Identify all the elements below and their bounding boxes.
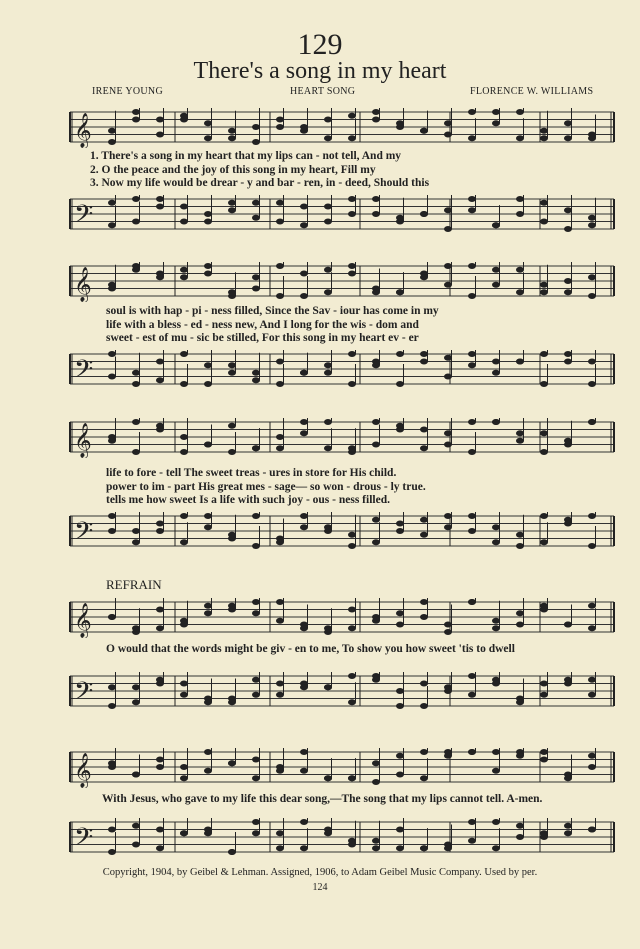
system-1-bass-staff bbox=[0, 195, 640, 235]
composer: FLORENCE W. WILLIAMS bbox=[470, 86, 594, 97]
author: IRENE YOUNG bbox=[92, 86, 163, 97]
system-5-bass-staff bbox=[0, 818, 640, 858]
system-2-verse-2: life with a bless - ed - ness new, And I long for the wis - dom and bbox=[106, 318, 419, 331]
system-3-verse-1: life to fore - tell The sweet treas - ures in store for His child. bbox=[106, 467, 397, 479]
svg-text:𝄢: 𝄢 bbox=[74, 823, 94, 858]
system-1-treble-staff bbox=[0, 108, 640, 148]
svg-text:𝄞: 𝄞 bbox=[74, 603, 92, 638]
system-2-verse-1: soul is with hap - pi - ness filled, Since the Sav - iour has come in my bbox=[106, 305, 439, 317]
refrain-label: REFRAIN bbox=[106, 577, 162, 592]
svg-text:𝄞: 𝄞 bbox=[74, 113, 92, 148]
page-number: 124 bbox=[312, 882, 328, 893]
copyright-notice: Copyright, 1904, by Geibel & Lehman. Assigned, 1906, to Adam Geibel Music Company. Used by per. bbox=[102, 867, 538, 878]
svg-text:𝄢: 𝄢 bbox=[74, 200, 94, 235]
svg-text:𝄢: 𝄢 bbox=[74, 517, 94, 552]
system-3-treble-staff bbox=[0, 418, 640, 458]
tune-name: HEART SONG bbox=[290, 86, 356, 97]
system-2-verse-3: sweet - est of mu - sic be stilled, For this song in my heart ev - er bbox=[106, 332, 419, 344]
svg-text:𝄞: 𝄞 bbox=[74, 753, 92, 788]
system-3-verse-3: tells me how sweet Is a life with such joy - ous - ness filled. bbox=[106, 494, 390, 506]
svg-text:𝄢: 𝄢 bbox=[74, 677, 94, 712]
svg-text:𝄞: 𝄞 bbox=[74, 423, 92, 458]
system-4-treble-staff bbox=[0, 598, 640, 638]
system-2-treble-staff bbox=[0, 262, 640, 302]
system-3-bass-staff bbox=[0, 512, 640, 552]
svg-text:𝄢: 𝄢 bbox=[74, 355, 94, 390]
system-2-bass-staff bbox=[0, 350, 640, 390]
svg-text:𝄞: 𝄞 bbox=[74, 267, 92, 302]
system-1-verse-2: 2. O the peace and the joy of this song in my heart, Fill my bbox=[90, 163, 376, 176]
system-5-refrain-text: With Jesus, who gave to my life this dear song,—The song that my lips cannot tell. A-men. bbox=[102, 793, 543, 805]
system-4-refrain-text: O would that the words might be giv - en to me, To show you how sweet 'tis to dwell bbox=[106, 643, 515, 655]
hymn-number: 129 bbox=[297, 28, 343, 61]
hymn-title: There's a song in my heart bbox=[193, 58, 447, 84]
system-1-verse-3: 3. Now my life would be drear - y and bar - ren, in - deed, Should this bbox=[90, 177, 430, 189]
system-1-verse-1: 1. There's a song in my heart that my lips can - not tell, And my bbox=[90, 150, 402, 162]
system-5-treble-staff bbox=[0, 748, 640, 788]
system-3-verse-2: power to im - part His great mes - sage— so won - drous - ly true. bbox=[106, 480, 426, 493]
system-4-bass-staff bbox=[0, 672, 640, 712]
